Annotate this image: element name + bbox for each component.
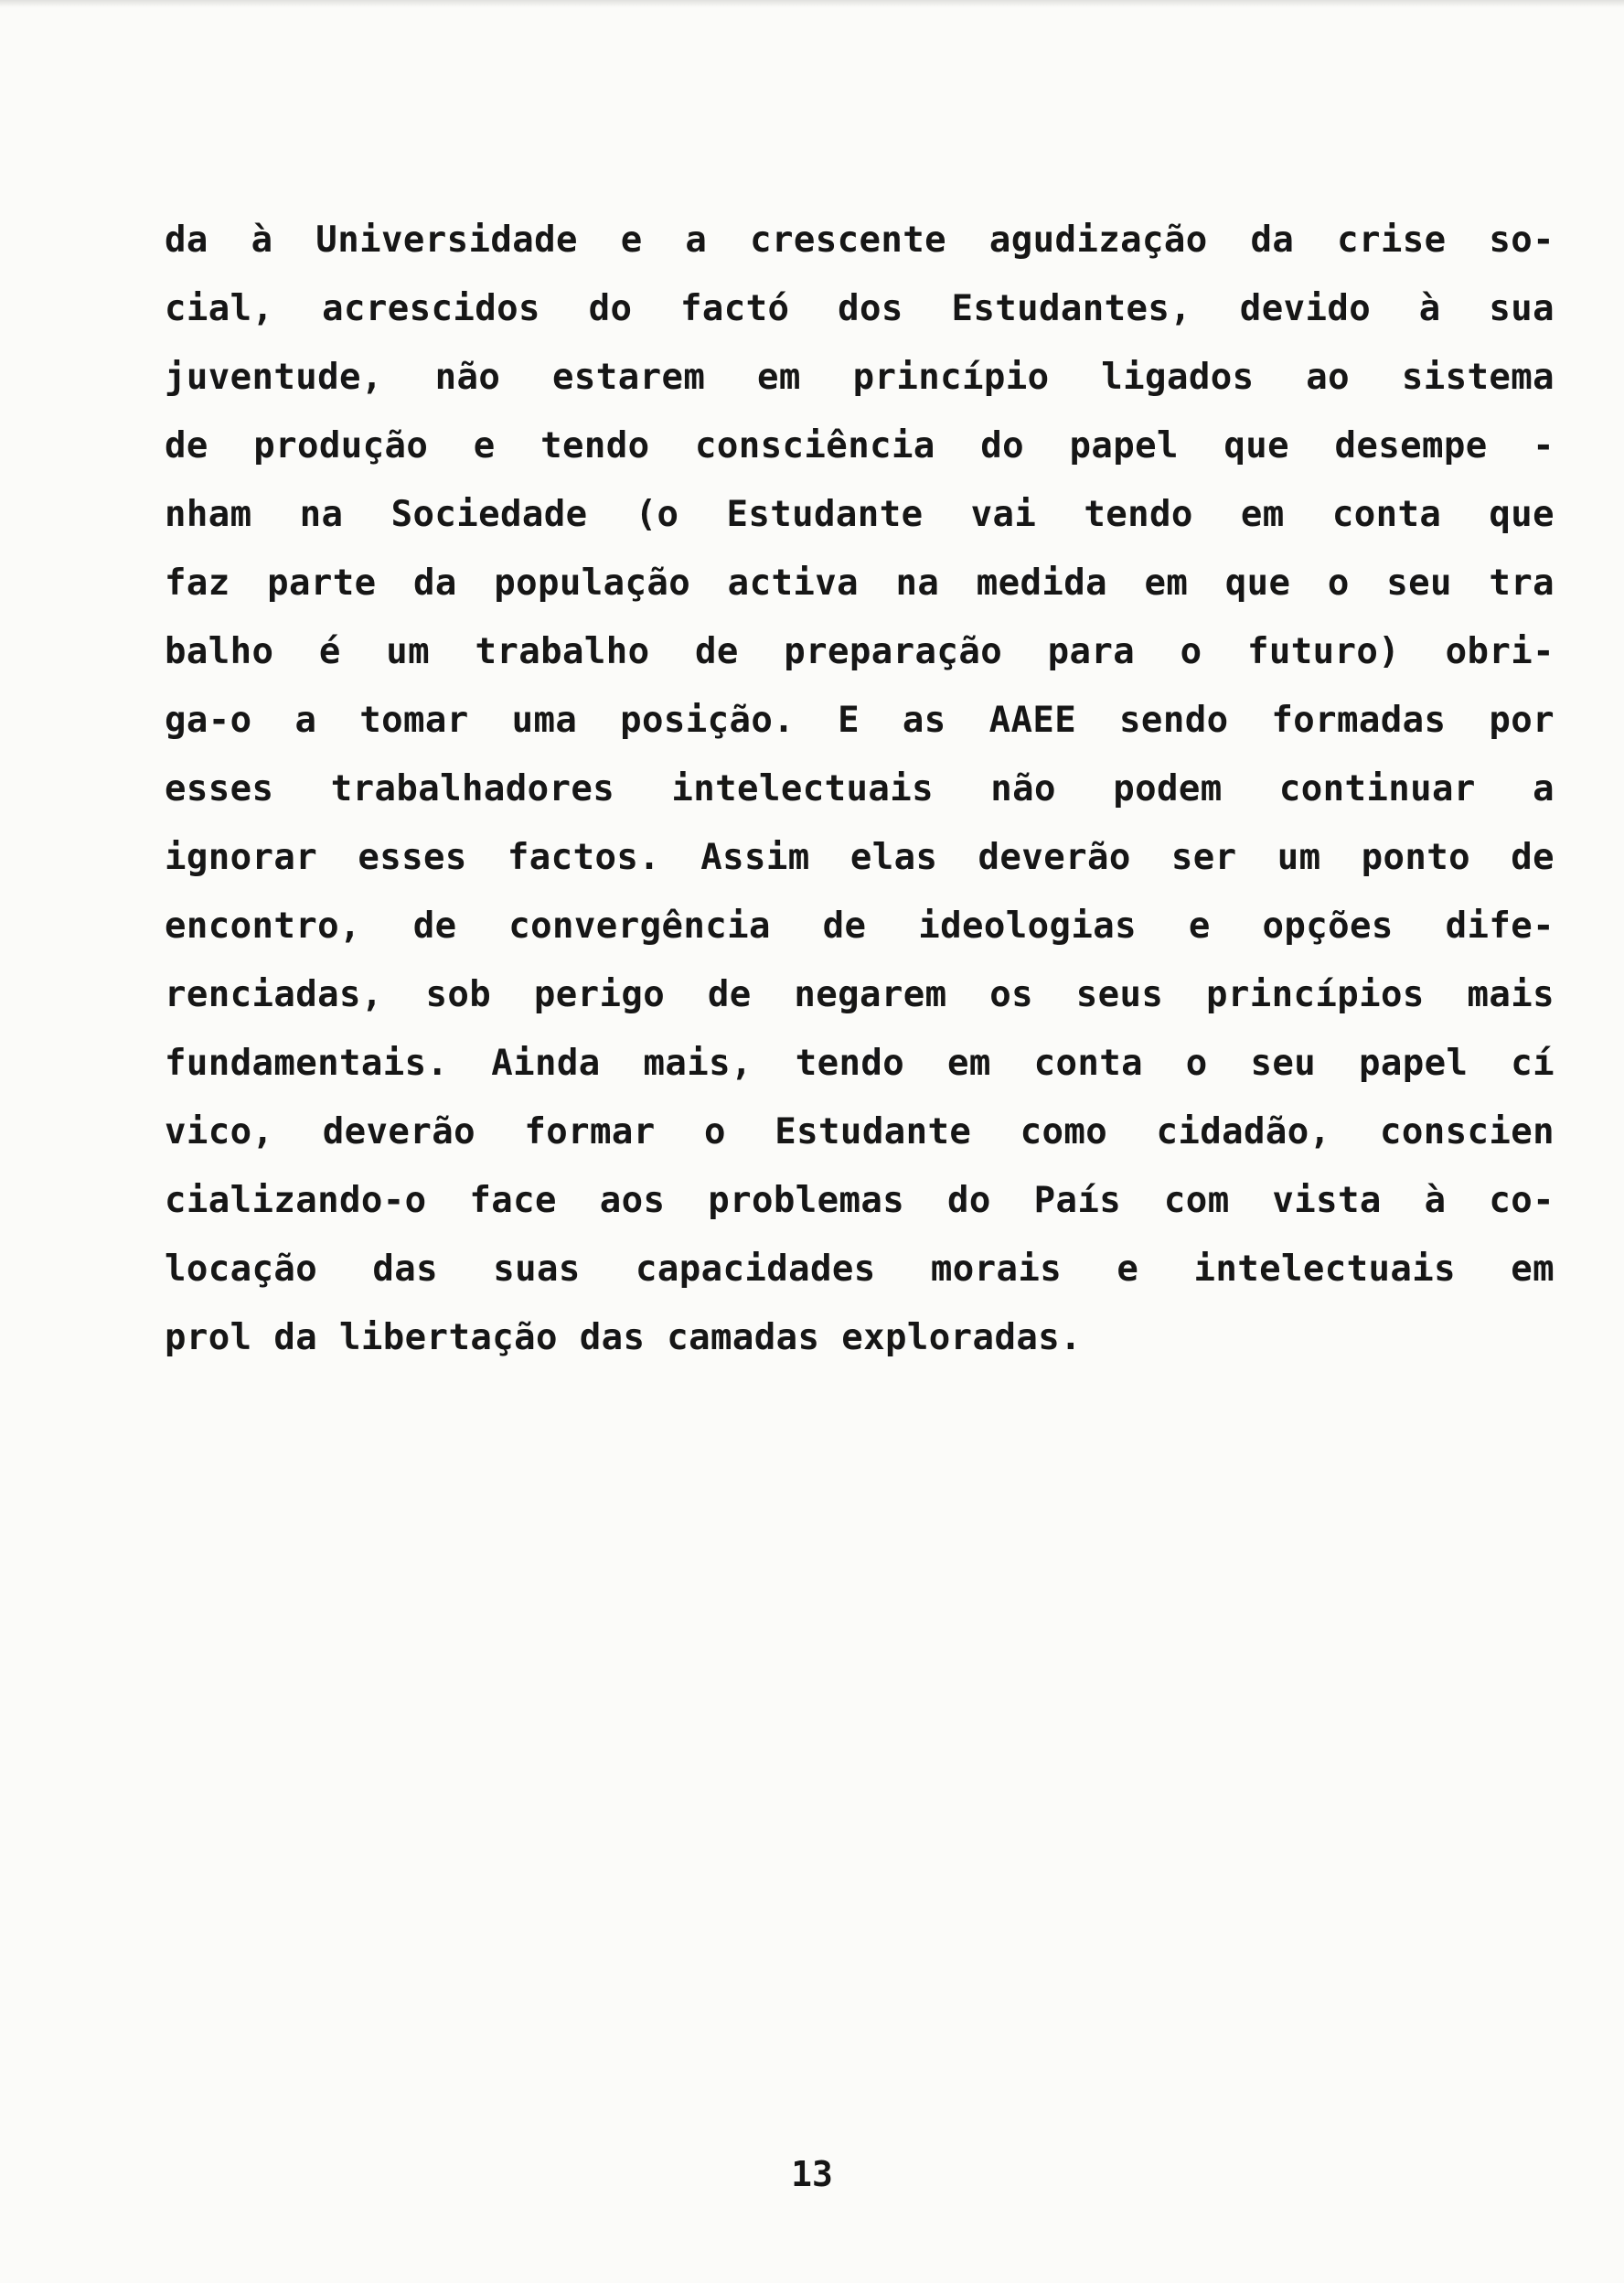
text-line: prol da libertação das camadas exploradas. — [165, 1317, 1082, 1358]
text-line: encontro, de convergência de ideologias e opções dife- — [165, 906, 1555, 947]
text-line: ignorar esses factos. Assim elas deverão ser um ponto de — [165, 837, 1555, 878]
scan-edge — [0, 0, 1624, 7]
text-line: balho é um trabalho de preparação para o futuro) obri- — [165, 631, 1555, 672]
text-line: locação das suas capacidades morais e intelectuais em — [165, 1249, 1555, 1290]
text-line: ga-o a tomar uma posição. E as AAEE sendo formadas por — [165, 700, 1555, 741]
page-number: 13 — [791, 2154, 833, 2194]
text-line: de produção e tendo consciência do papel que desempe - — [165, 425, 1555, 466]
text-line: da à Universidade e a crescente agudização da crise so- — [165, 220, 1555, 261]
text-line: esses trabalhadores intelectuais não podem continuar a — [165, 768, 1555, 809]
text-line: renciadas, sob perigo de negarem os seus princípios mais — [165, 974, 1555, 1015]
text-line: fundamentais. Ainda mais, tendo em conta o seu papel cí — [165, 1043, 1555, 1084]
text-line: nham na Sociedade (o Estudante vai tendo em conta que — [165, 494, 1555, 535]
text-line: faz parte da população activa na medida em que o seu tra — [165, 563, 1555, 604]
text-line: vico, deverão formar o Estudante como cidadão, conscien — [165, 1111, 1555, 1152]
text-line: juventude, não estarem em princípio ligados ao sistema — [165, 357, 1555, 398]
body-paragraph — [165, 206, 1555, 1372]
text-line: cializando-o face aos problemas do País com vista à co- — [165, 1180, 1555, 1221]
text-line: cial, acrescidos do factó dos Estudantes, devido à sua — [165, 288, 1555, 329]
